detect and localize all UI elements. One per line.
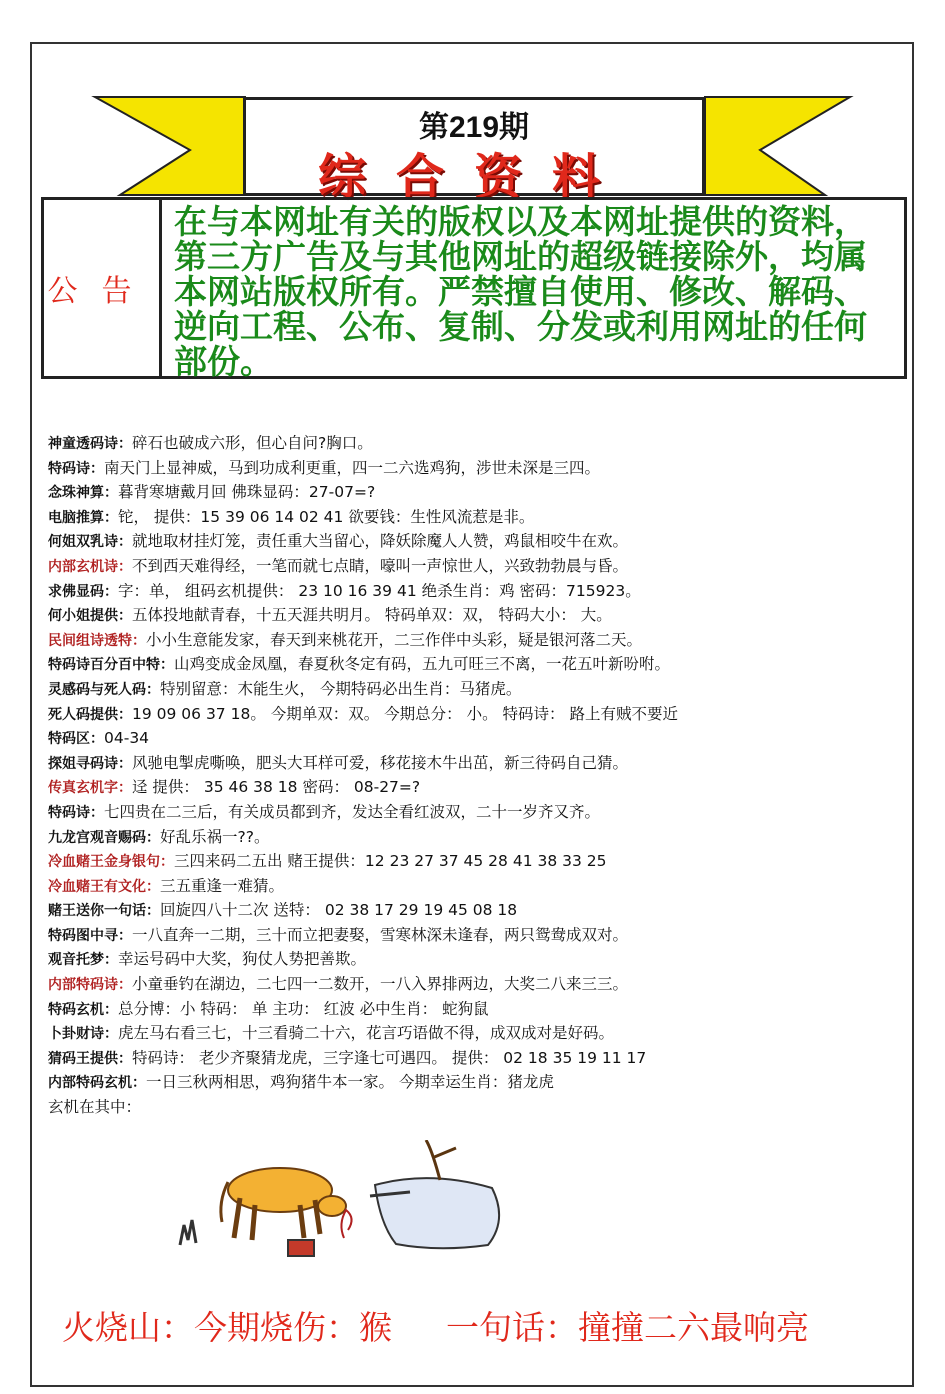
tip-content: 山鸡变成金凤凰，春夏秋冬定有码，五九可旺三不离，一花五叶新吩咐。	[174, 655, 671, 674]
tip-line	[48, 1095, 888, 1120]
tip-line	[48, 972, 888, 997]
tip-content: 七四贵在二三后，有关成员都到齐，发达全看红波双，二十一岁齐又齐。	[104, 802, 601, 821]
tip-content: 就地取材挂灯笼，责任重大当留心，降妖除魔人人赞，鸡鼠相咬牛在欢。	[132, 532, 629, 551]
tip-label: 冷血赌王金身银句：	[48, 854, 174, 871]
tip-label: 电脑推算：	[48, 509, 118, 526]
tip-content: 三四来码二五出 赌王提供：12 23 27 37 45 28 41 38 33 25	[174, 852, 607, 871]
tip-label: 赌王送你一句话：	[48, 903, 160, 920]
tip-line	[48, 874, 888, 899]
tip-line	[48, 947, 888, 972]
tip-label: 何姐双乳诗：	[48, 534, 132, 551]
tip-content: 一日三秋两相思，鸡狗猪牛本一家。 今期幸运生肖：猪龙虎	[146, 1073, 554, 1092]
tip-content: 特码诗： 老少齐聚猜龙虎，三字逢七可遇四。 提供： 02 18 35 19 11 17	[132, 1048, 647, 1067]
tip-content: 三五重逢一难猜。	[160, 876, 285, 895]
tip-line	[48, 628, 888, 653]
tip-label: 卜卦财诗：	[48, 1026, 118, 1043]
tip-content: 小小生意能发家，春天到来桃花开，二三作伴中头彩，疑是银河落二天。	[146, 630, 643, 649]
tip-label: 传真玄机字：	[48, 780, 132, 797]
tip-line	[48, 480, 888, 505]
tip-line	[48, 529, 888, 554]
tip-content: 南天门上显神威，马到功成利更重，四一二六选鸡狗，涉世未深是三四。	[104, 458, 601, 477]
tip-content: 迳 提供： 35 46 38 18 密码： 08-27=?	[132, 778, 421, 797]
tip-content: 特别留意：木能生火， 今期特码必出生肖：马猪虎。	[160, 679, 522, 698]
tip-label: 特码区：	[48, 731, 104, 748]
tip-line	[48, 579, 888, 604]
tip-content: 好乱乐祸一??。	[160, 827, 270, 846]
footer-slogan: 一句话：撞撞二六最响亮	[446, 1308, 809, 1347]
tip-line	[48, 898, 888, 923]
tip-line	[48, 751, 888, 776]
tip-line	[48, 431, 888, 456]
tip-label: 内部特码玄机：	[48, 1075, 146, 1092]
tip-label: 特码玄机：	[48, 1001, 118, 1018]
notice-text: 在与本网址有关的版权以及本网址提供的资料，第三方广告及与其他网址的超级链接除外，均属本网站版权所有。严禁擅自使用、修改、解码、逆向工程、公布、复制、分发或利用网址的任何部份。	[174, 202, 867, 381]
tip-content: 不到西天难得经，一笔而就七点睛，嚎叫一声惊世人，兴致勃勃晨与昏。	[132, 556, 629, 575]
page-title: 综合资料	[317, 149, 630, 205]
tip-label: 民间组诗透特：	[48, 632, 146, 649]
tip-line	[48, 1070, 888, 1095]
tip-label: 特码诗：	[48, 460, 104, 477]
notice-label: 公告	[44, 200, 162, 376]
tip-label: 观音托梦：	[48, 952, 118, 969]
tip-line	[48, 726, 888, 751]
tip-line	[48, 554, 888, 579]
tip-line	[48, 677, 888, 702]
tip-label: 念珠神算：	[48, 485, 118, 502]
tip-label: 特码图中寻：	[48, 927, 132, 944]
tip-label: 冷血赌王有文化：	[48, 878, 160, 895]
tip-line	[48, 1046, 888, 1071]
tip-label: 内部玄机诗：	[48, 558, 132, 575]
tip-content: 总分博：小 特码： 单 主功： 红波 必中生肖： 蛇狗鼠	[118, 999, 489, 1018]
tip-line	[48, 825, 888, 850]
tip-content: 一八直奔一二期，三十而立把妻娶，雪寒林深未逢春，两只鸳鸯成双对。	[132, 925, 629, 944]
issue-header	[243, 97, 705, 205]
tip-content: 玄机在其中：	[48, 1098, 142, 1117]
tip-label: 猜码王提供：	[48, 1050, 132, 1067]
tip-label: 特码诗：	[48, 804, 104, 821]
tip-content: 幸运号码中大奖，狗仗人势把善欺。	[118, 950, 367, 969]
footer-banner	[62, 1302, 819, 1349]
tip-line	[48, 775, 888, 800]
tip-label: 何小姐提供：	[48, 608, 132, 625]
issue-number: 第219期	[418, 111, 530, 144]
tip-content: 碎石也破成六形，但心自问?胸口。	[132, 434, 373, 452]
tips-list	[48, 431, 888, 1120]
tip-line	[48, 997, 888, 1022]
tip-label: 灵感码与死人码：	[48, 681, 160, 698]
tip-line	[48, 923, 888, 948]
tip-content: 风驰电掣虎嘶唤，肥头大耳样可爱，移花接木牛出茁，新三待码自己猜。	[132, 753, 629, 772]
tip-label: 神童透码诗：	[48, 436, 132, 452]
tip-line	[48, 456, 888, 481]
tip-content: 小童垂钓在湖边，二七四一二数开，一八入界排两边，大奖二八来三三。	[132, 975, 629, 994]
tip-label: 九龙宫观音赐码：	[48, 829, 160, 846]
ox-and-rock-illustration	[170, 1140, 520, 1275]
tip-content: 回旋四八十二次 送特： 02 38 17 29 19 45 08 18	[160, 901, 518, 920]
footer-fire-text: 火烧山：今期烧伤：猴	[62, 1308, 392, 1347]
tip-content: 19 09 06 37 18。 今期单双：双。 今期总分： 小。 特码诗： 路上有贼不要近	[132, 704, 678, 723]
notice-box	[41, 197, 907, 379]
tip-label: 探姐寻码诗：	[48, 755, 132, 772]
tip-line	[48, 603, 888, 628]
tip-content: 虎左马右看三七，十三看骑二十六，花言巧语做不得，成双成对是好码。	[118, 1024, 615, 1043]
tip-line	[48, 702, 888, 727]
tip-line	[48, 849, 888, 874]
tip-line	[48, 505, 888, 530]
tip-label: 内部特码诗：	[48, 977, 132, 994]
tip-line	[48, 652, 888, 677]
tip-content: 铊， 提供：15 39 06 14 02 41 欲要钱：生性风流惹是非。	[118, 507, 535, 526]
tip-label: 求佛显码：	[48, 583, 118, 600]
tip-label: 死人码提供：	[48, 706, 132, 723]
tip-label: 特码诗百分百中特：	[48, 657, 174, 674]
tip-line	[48, 800, 888, 825]
tip-content: 五体投地献青春，十五天涯共明月。 特码单双：双， 特码大小： 大。	[132, 606, 612, 625]
tip-content: 字：单， 组码玄机提供： 23 10 16 39 41 绝杀生肖：鸡 密码：715923。	[118, 581, 641, 600]
tip-content: 暮背寒塘戴月回 佛珠显码：27-07=?	[118, 483, 376, 502]
tip-content: 04-34	[104, 729, 150, 748]
tip-line	[48, 1021, 888, 1046]
